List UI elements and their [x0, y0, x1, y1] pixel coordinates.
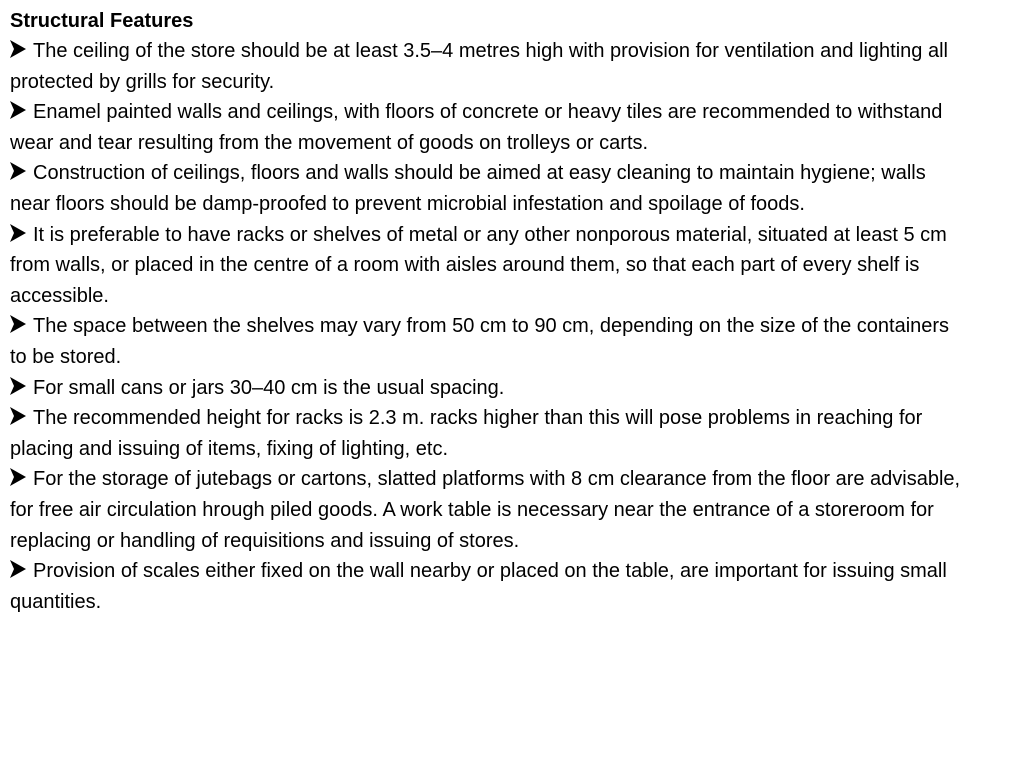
bullet-text: The recommended height for racks is 2.3 m. racks higher than this will pose problems in reaching for placing and issuing of items, fixing of lighting, etc. — [10, 407, 923, 460]
arrowhead-bullet-icon — [10, 407, 26, 425]
bullet-item — [10, 220, 970, 312]
bullet-text: The space between the shelves may vary from 50 cm to 90 cm, depending on the size of the containers to be stored. — [10, 315, 950, 368]
arrowhead-bullet-icon — [10, 315, 26, 333]
bullet-item — [10, 556, 970, 617]
bullet-text: The ceiling of the store should be at least 3.5–4 metres high with provision for ventilation and lighting all protected by grills for security. — [10, 40, 948, 93]
arrowhead-bullet-icon — [10, 224, 26, 242]
bullet-text: For small cans or jars 30–40 cm is the usual spacing. — [33, 376, 505, 399]
bullet-text: Construction of ceilings, floors and walls should be aimed at easy cleaning to maintain hygiene; walls near floors should be damp-proofed to prevent microbial infestation and spoilage of foods. — [10, 162, 926, 215]
arrowhead-bullet-icon — [10, 40, 26, 58]
bullet-list — [10, 36, 970, 617]
arrowhead-bullet-icon — [10, 377, 26, 395]
slide-title: Structural Features — [10, 10, 194, 32]
bullet-item — [10, 311, 970, 372]
arrowhead-bullet-icon — [10, 101, 26, 119]
arrowhead-bullet-icon — [10, 162, 26, 180]
bullet-text: Enamel painted walls and ceilings, with floors of concrete or heavy tiles are recommended to withstand wear and tear resulting from the movement of goods on trolleys or carts. — [10, 101, 943, 154]
arrowhead-bullet-icon — [10, 468, 26, 486]
bullet-text: Provision of scales either fixed on the wall nearby or placed on the table, are important for issuing small quantities. — [10, 560, 947, 613]
bullet-item — [10, 36, 970, 97]
bullet-item — [10, 373, 970, 404]
bullet-text: It is preferable to have racks or shelves of metal or any other nonporous material, situated at least 5 cm from walls, or placed in the centre of a room with aisles around them, so that each part of every shelf is accessible. — [10, 223, 947, 307]
arrowhead-bullet-icon — [10, 560, 26, 578]
bullet-item — [10, 403, 970, 464]
bullet-item — [10, 158, 970, 219]
bullet-item — [10, 97, 970, 158]
bullet-item — [10, 464, 970, 556]
bullet-text: For the storage of jutebags or cartons, slatted platforms with 8 cm clearance from the floor are advisable, for free air circulation hrough piled goods. A work table is necessary near the entrance of a storeroom for replacing or handling of requisitions and issuing of stores. — [10, 468, 961, 552]
slide-content — [10, 6, 970, 617]
